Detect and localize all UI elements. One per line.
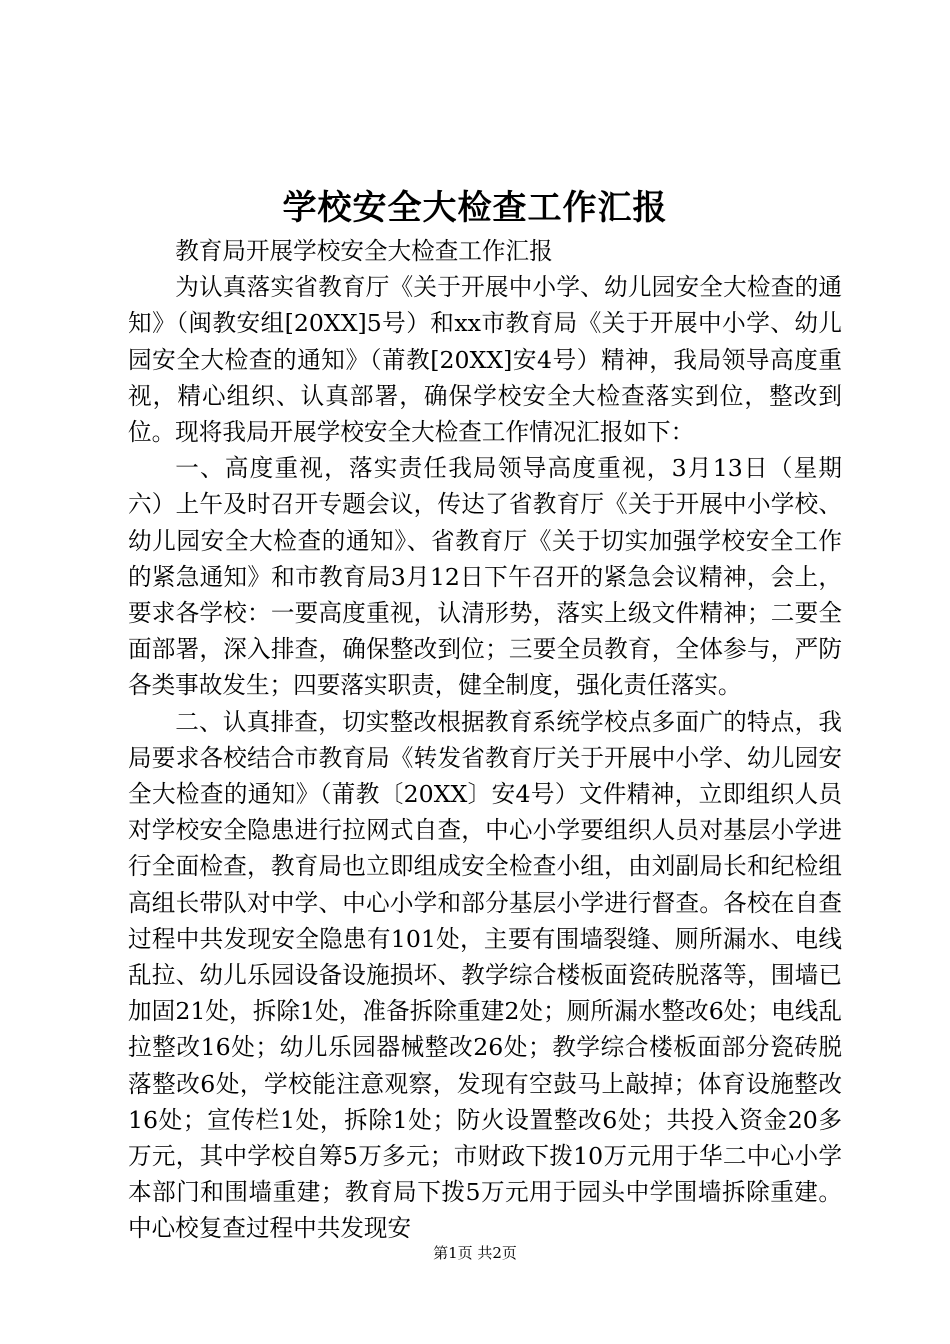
paragraph-subtitle: 教育局开展学校安全大检查工作汇报	[175, 237, 553, 265]
paragraph-section-2: 二、认真排查，切实整改根据教育系统学校点多面广的特点，我局要求各校结合市教育局《转发省教育厅关于开展中小学、幼儿园安全大检查的通知》（莆教〔20XX〕安4号）文件精神，立即组织人员对学校安全隐患进行拉网式自查，中心小学要组织人员对基层小学进行全面检查，教育局也立即组成安全检查小组，由刘副局长和纪检组高组长带队对中学、中心小学和部分基层小学进行督查。各校在自查过程中共发现安全隐患有101处，主要有围墙裂缝、厕所漏水、电线乱拉、幼儿乐园设备设施损坏、教学综合楼板面瓷砖脱落等，围墙已加固21处，拆除1处，准备拆除重建2处；厕所漏水整改6处；电线乱拉整改16处；幼儿乐园器械整改26处；教学综合楼板面部分瓷砖脱落整改6处，学校能注意观察，发现有空鼓马上敲掉；体育设施整改16处；宣传栏1处，拆除1处；防火设置整改6处；共投入资金20多万元，其中学校自筹5万多元；市财政下拨10万元用于华二中心小学本部门和围墙重建；教育局下拨5万元用于园头中学围墙拆除重建。中心校复查过程中共发现安	[128, 707, 842, 1243]
page-footer: 第1页 共2页	[433, 1244, 517, 1262]
paragraph-section-1: 一、高度重视，落实责任我局领导高度重视，3月13日（星期六）上午及时召开专题会议，传达了省教育厅《关于开展中小学校、幼儿园安全大检查的通知》、省教育厅《关于切实加强学校安全工作的紧急通知》和市教育局3月12日下午召开的紧急会议精神，会上，要求各学校：一要高度重视，认清形势，落实上级文件精神；二要全面部署，深入排查，确保整改到位；三要全员教育，全体参与，严防各类事故发生；四要落实职责，健全制度，强化责任落实。	[128, 454, 842, 700]
paragraph-intro: 为认真落实省教育厅《关于开展中小学、幼儿园安全大检查的通知》（闽教安组[20XX]5号）和xx市教育局《关于开展中小学、幼儿园安全大检查的通知》（莆教[20XX]安4号）精神，我局领导高度重视，精心组织、认真部署，确保学校安全大检查落实到位，整改到位。现将我局开展学校安全大检查工作情况汇报如下：	[128, 273, 842, 447]
document-body	[128, 233, 842, 1247]
document-title: 学校安全大检查工作汇报	[282, 188, 668, 228]
